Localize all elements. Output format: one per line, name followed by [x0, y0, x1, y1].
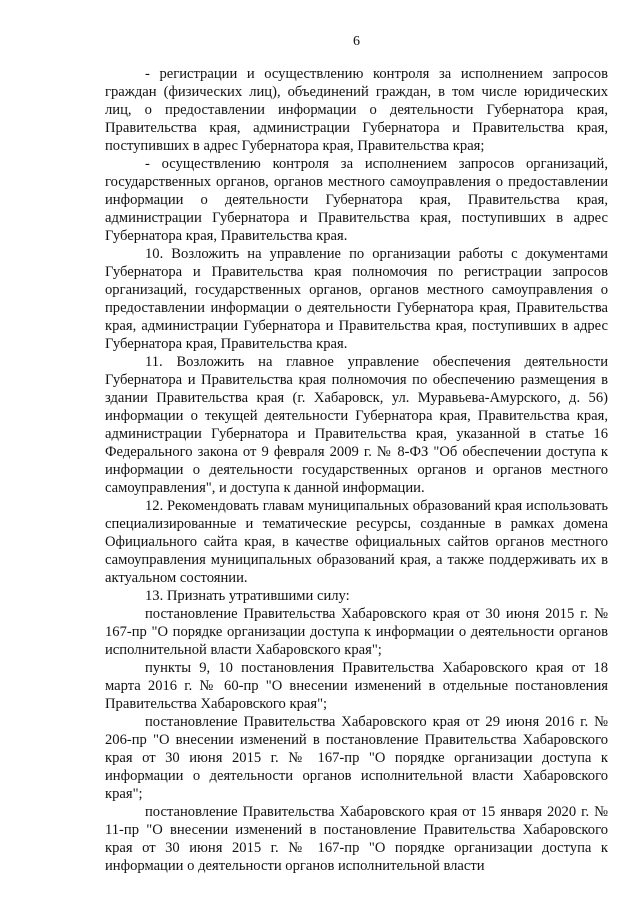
- paragraph-clause-12: 12. Рекомендовать главам муниципальных образований края использовать специализированные и тематические ресурсы, созданные в рамках домена Официального сайта края, в качестве официальных сайтов органов местного самоуправления муниципальных образований края, а также поддерживать их в актуальном состоянии.: [105, 498, 608, 586]
- document-body: [105, 65, 608, 875]
- paragraph-repealed-act-3: постановление Правительства Хабаровского края от 29 июня 2016 г. № 206-пр "О внесении изменений в постановление Правительства Хабаровского края от 30 июня 2015 г. № 167-пр "О порядке организации доступа к информации о деятельности органов исполнительной власти Хабаровского края";: [105, 714, 608, 802]
- paragraph-list-item-1: - регистрации и осуществлению контроля за исполнением запросов граждан (физических лиц), объединений граждан, в том числе юридических лиц, о предоставлении информации о деятельности Губернатора края, Правительства края, администрации Губернатора и Правительства края, поступивших в адрес Губернатора края, Правительства края;: [105, 66, 608, 154]
- paragraph-list-item-2: - осуществлению контроля за исполнением запросов организаций, государственных органов, органов местного самоуправления о предоставлении информации о деятельности Губернатора края, Правительства края, администрации Губернатора и Правительства края, поступивших в адрес Губернатора края, Правительства края.: [105, 156, 608, 244]
- paragraph-repealed-act-1: постановление Правительства Хабаровского края от 30 июня 2015 г. № 167-пр "О порядке организации доступа к информации о деятельности органов исполнительной власти Хабаровского края";: [105, 606, 608, 658]
- paragraph-repealed-act-4: постановление Правительства Хабаровского края от 15 января 2020 г. № 11-пр "О внесении изменений в постановление Правительства Хабаровского края от 30 июня 2015 г. № 167-пр "О порядке организации доступа к информации о деятельности органов исполнительной власти: [105, 804, 608, 874]
- paragraph-clause-13: 13. Признать утратившими силу:: [145, 588, 350, 604]
- paragraph-clause-10: 10. Возложить на управление по организации работы с документами Губернатора и Правительства края полномочия по регистрации запросов организаций, государственных органов, органов местного самоуправления о предоставлении информации о деятельности Губернатора края, Правительства края, администрации Губернатора и Правительства края, поступивших в адрес Губернатора края, Правительства края.: [105, 246, 608, 352]
- page-number: 6: [353, 34, 360, 49]
- paragraph-clause-11: 11. Возложить на главное управление обеспечения деятельности Губернатора и Правительства края полномочия по обеспечению размещения в здании Правительства края (г. Хабаровск, ул. Муравьева-Амурского, д. 56) информации о текущей деятельности Губернатора края, Правительства края, администрации Губернатора и Правительства края, указанной в статье 16 Федерального закона от 9 февраля 2009 г. № 8-ФЗ "Об обеспечении доступа к информации о деятельности государственных органов и органов местного самоуправления", и доступа к данной информации.: [105, 354, 608, 496]
- paragraph-repealed-act-2: пункты 9, 10 постановления Правительства Хабаровского края от 18 марта 2016 г. № 60-пр "О внесении изменений в отдельные постановления Правительства Хабаровского края";: [105, 660, 608, 712]
